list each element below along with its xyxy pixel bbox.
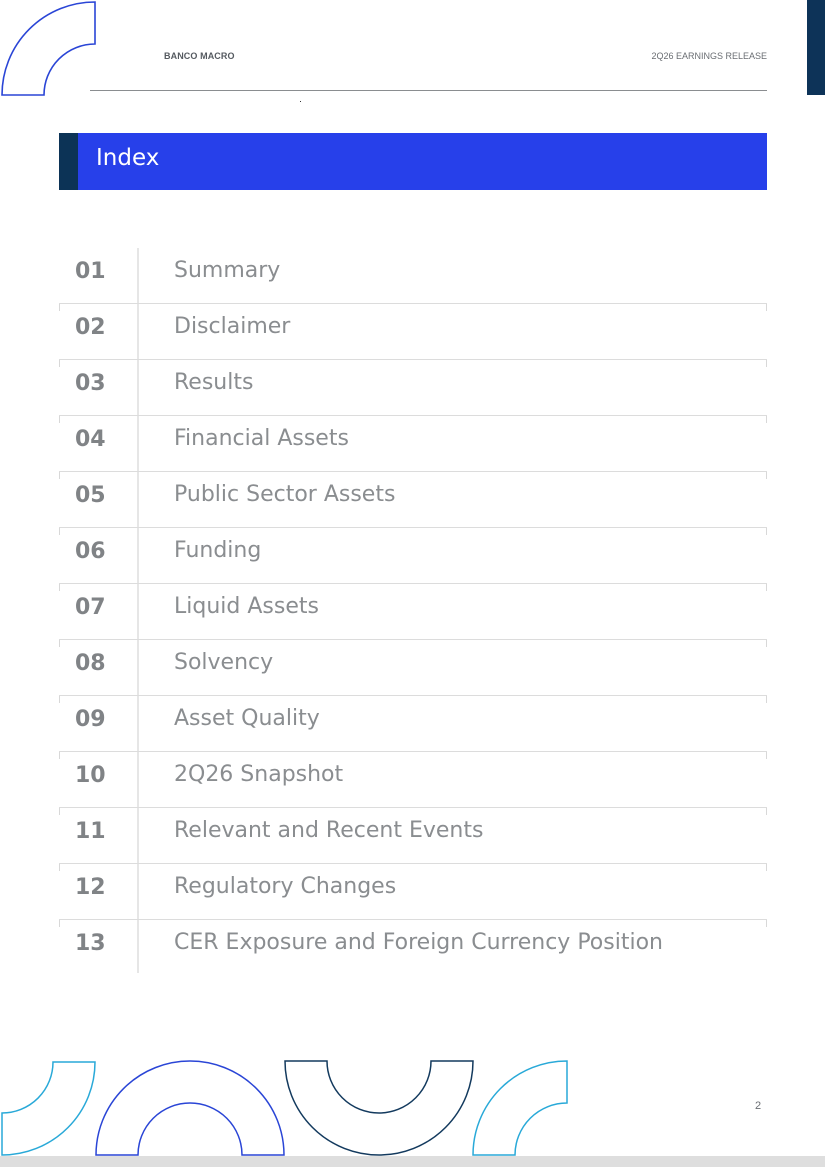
- index-row[interactable]: [59, 360, 767, 416]
- footer-band: [0, 1156, 825, 1167]
- index-number: 03: [75, 371, 106, 396]
- company-name: BANCO MACRO: [164, 51, 235, 61]
- index-label[interactable]: Financial Assets: [174, 426, 349, 451]
- index-label[interactable]: Funding: [174, 538, 262, 563]
- index-number: 11: [75, 819, 106, 844]
- index-number: 05: [75, 483, 106, 508]
- index-banner-accent: [59, 133, 78, 190]
- index-label[interactable]: Solvency: [174, 650, 274, 675]
- index-row[interactable]: [59, 808, 767, 864]
- index-row[interactable]: [59, 920, 767, 976]
- index-label[interactable]: Disclaimer: [174, 314, 291, 339]
- index-label[interactable]: CER Exposure and Foreign Currency Position: [174, 930, 663, 955]
- index-label[interactable]: 2Q26 Snapshot: [174, 762, 344, 787]
- index-label[interactable]: Asset Quality: [174, 706, 320, 731]
- index-row[interactable]: [59, 248, 767, 304]
- index-row[interactable]: [59, 416, 767, 472]
- index-label[interactable]: Relevant and Recent Events: [174, 818, 484, 843]
- index-label[interactable]: Liquid Assets: [174, 594, 319, 619]
- header-dot: [300, 101, 301, 102]
- index-table: [59, 248, 767, 976]
- page-number: 2: [755, 1100, 762, 1112]
- index-banner: [59, 133, 767, 190]
- index-number: 07: [75, 595, 106, 620]
- index-row[interactable]: [59, 472, 767, 528]
- index-title: Index: [96, 145, 160, 171]
- footer-arc-navy: [285, 1061, 473, 1155]
- index-number: 10: [75, 763, 106, 788]
- index-rows: [59, 248, 767, 976]
- index-row[interactable]: [59, 584, 767, 640]
- index-number: 01: [75, 259, 106, 284]
- header-side-bar: [807, 0, 825, 95]
- footer-arc-cyan-right: [473, 1061, 567, 1155]
- index-number: 06: [75, 539, 106, 564]
- index-row[interactable]: [59, 752, 767, 808]
- index-row[interactable]: [59, 528, 767, 584]
- index-number: 02: [75, 315, 106, 340]
- report-title: 2Q26 EARNINGS RELEASE: [651, 51, 767, 61]
- logo-arc-top: [0, 0, 100, 98]
- header-divider: [90, 90, 767, 91]
- footer-arc-blue: [96, 1061, 284, 1155]
- index-row[interactable]: [59, 304, 767, 360]
- index-label[interactable]: Results: [174, 370, 254, 395]
- index-number: 04: [75, 427, 106, 452]
- footer-arc-cyan-left: [2, 1062, 95, 1155]
- index-number: 12: [75, 875, 106, 900]
- index-row[interactable]: [59, 864, 767, 920]
- index-label[interactable]: Public Sector Assets: [174, 482, 396, 507]
- index-number: 08: [75, 651, 106, 676]
- index-label[interactable]: Summary: [174, 258, 281, 283]
- index-number: 13: [75, 931, 106, 956]
- footer-arcs: [0, 1055, 600, 1160]
- index-label[interactable]: Regulatory Changes: [174, 874, 397, 899]
- index-row[interactable]: [59, 640, 767, 696]
- index-row[interactable]: [59, 696, 767, 752]
- index-number: 09: [75, 707, 106, 732]
